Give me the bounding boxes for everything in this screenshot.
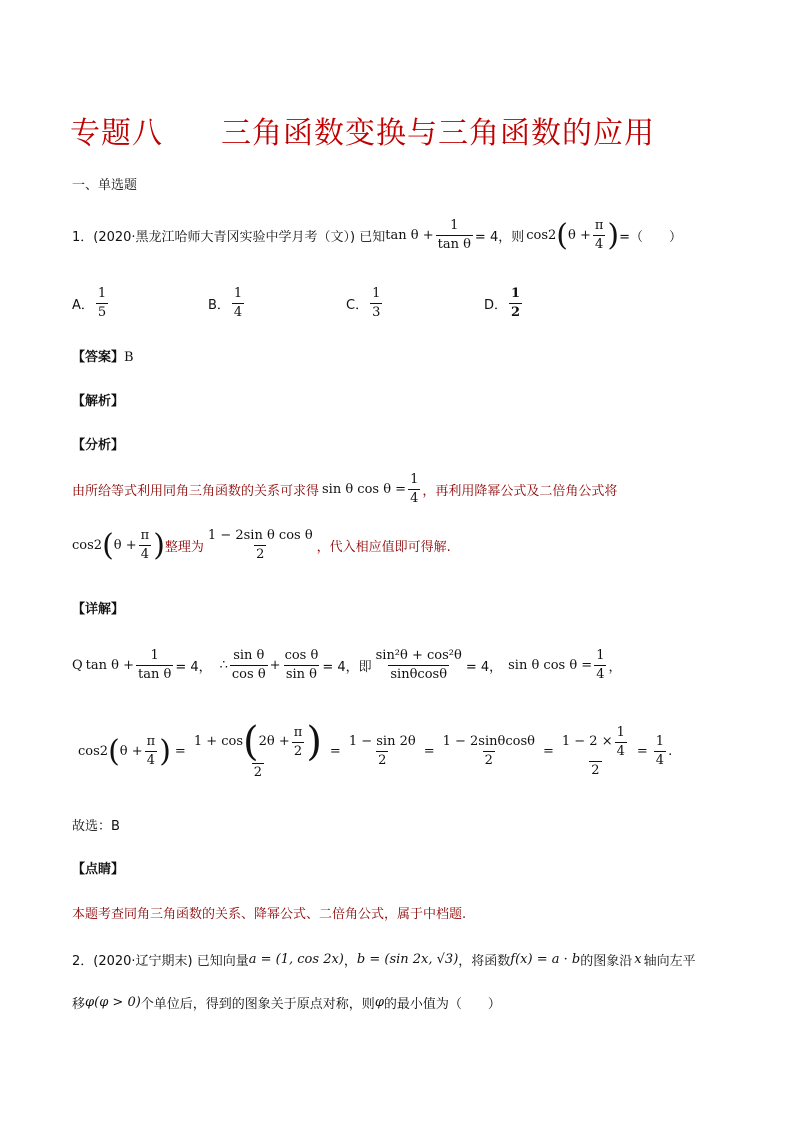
detail2-f4-q-den: 4 [616, 743, 625, 759]
detail2-f2-num: 1 − sin 2θ [348, 734, 416, 749]
option-a-label: A． [72, 298, 94, 313]
detail1-s-eq: = 4，即 [322, 660, 372, 675]
option-c[interactable] [346, 286, 384, 321]
option-c-num: 1 [372, 286, 381, 301]
detail1-p1-den: tan θ [138, 667, 172, 682]
title-topic-number: 专题八 [70, 116, 163, 151]
fenxi-line2-den: 2 [256, 547, 265, 562]
fenxi-line2-pi: π [140, 528, 150, 543]
option-d-label: D． [484, 298, 508, 313]
detail2-eq-4: = [542, 744, 554, 759]
option-c-den: 3 [372, 305, 381, 320]
detail2-eq-2: = [329, 744, 341, 759]
option-a-num: 1 [97, 286, 107, 301]
detail2-dot: . [668, 744, 673, 759]
detail2-f1-pi: π [293, 724, 303, 740]
detail2-f3-num: 1 − 2sinθcosθ [442, 734, 535, 749]
detail2-f1 [192, 719, 324, 781]
detail1-therefore: ∴ [219, 658, 228, 673]
q1-cond-fraction [436, 218, 473, 253]
fenxi-line2-pi-frac [139, 528, 152, 563]
detail2-f1-num-a: 1 + cos [193, 734, 244, 749]
detail2-res-den: 4 [655, 753, 665, 768]
detail1-s1-num: sin θ [233, 648, 265, 663]
detail1-s4-den: 4 [596, 667, 605, 682]
section-heading: 一、单选题 [72, 178, 138, 193]
detail1-p1: tan θ + [85, 658, 135, 673]
detail1-s4-num: 1 [596, 648, 605, 663]
detail1-s2-num: cos θ [284, 648, 319, 663]
question-2-line-1 [72, 950, 696, 969]
option-b[interactable] [208, 286, 246, 321]
answer-line [72, 346, 134, 365]
detail2-f4-q-num: 1 [616, 724, 625, 740]
detail2-f1-num-b: 2θ + [258, 734, 290, 749]
detail1-s1-den: cos θ [231, 667, 266, 682]
answer-tag: 【答案】 [72, 350, 125, 365]
detail2-eq-5: = [636, 744, 648, 759]
page-title [70, 108, 655, 152]
detail1-s4: sin θ cos θ = [508, 658, 593, 673]
q1-cos-sup: 2 [548, 228, 557, 243]
fenxi-line2-left-paren: ( [102, 527, 114, 563]
detail1-s3-num: sin²θ + cos²θ [375, 648, 462, 663]
fenxi-line2-arg: θ + [113, 538, 137, 553]
fenxi-line2-four: 4 [140, 547, 150, 562]
detail2-eq-3: = [423, 744, 435, 759]
detail2-f4 [560, 725, 631, 779]
option-a[interactable] [72, 286, 110, 321]
fenxi-line1-text-b: ，再利用降幂公式及二倍角公式将 [422, 484, 618, 499]
option-d-num: 1 [511, 286, 521, 301]
detail1-p1-eq: = 4， [175, 660, 212, 675]
q2-line2-c: 的最小值为（ ） [383, 997, 501, 1012]
q1-cond-lhs: tan θ + [385, 228, 434, 243]
dianjing-text: 本题考查同角三角函数的关系、降幂公式、二倍角公式，属于中档题. [72, 907, 467, 922]
q2-phi2: φ [374, 995, 384, 1010]
detail2-f1-left-paren: ( [243, 719, 259, 765]
q1-cond-frac-den: tan θ [437, 237, 471, 252]
question-2-line-2 [72, 993, 501, 1012]
fenxi-line2-cos: cos [72, 538, 94, 553]
q1-arg: θ + [568, 228, 591, 243]
q2-line1-b: ，将函数 [458, 954, 511, 969]
q2-line2-a: 移 [72, 997, 86, 1012]
detail1-s3-den: sinθcosθ [390, 667, 448, 682]
q1-cos: cos [526, 228, 548, 243]
detail1-plus: + [269, 658, 281, 673]
q1-prefix: 1．(2020·黑龙江哈师大青冈实验中学月考（文）) 已知 [72, 230, 386, 245]
xiangjie-tag: 【详解】 [72, 602, 125, 617]
detail2-f3-den: 2 [484, 753, 493, 768]
q2-line2-b: 个单位后，得到的图象关于原点对称，则 [140, 997, 375, 1012]
q1-tail: =（ ） [619, 230, 683, 245]
fenxi-line2-text-a: 整理为 [164, 540, 204, 555]
detail-line-2 [78, 719, 673, 781]
option-b-num: 1 [233, 286, 243, 301]
q1-cond-rhs: = 4，则 [474, 230, 525, 245]
q1-four: 4 [594, 237, 604, 252]
option-b-den: 4 [233, 305, 243, 320]
title-topic-name: 三角函数变换与三角函数的应用 [221, 116, 655, 151]
q2-sep: ， [343, 954, 357, 969]
detail1-s2-den: sin θ [285, 667, 318, 682]
fenxi-line1-num: 1 [410, 472, 419, 487]
q2-vec-b: b = (sin 2x, √3) [356, 952, 459, 967]
dianjing-tag: 【点睛】 [72, 862, 125, 877]
option-c-label: C． [346, 298, 369, 313]
q2-x: x [634, 952, 642, 967]
q2-vec-a: a = (1, cos 2x) [248, 952, 344, 967]
detail2-eq-1: = [174, 744, 186, 759]
q1-pi: π [594, 218, 604, 233]
fenxi-line2-num: 1 − 2sin θ cos θ [207, 528, 313, 543]
q2-phi: φ(φ > 0) [85, 995, 141, 1010]
answer-value: B [124, 350, 134, 365]
fenxi-line2-frac [206, 528, 315, 563]
q1-left-paren: ( [556, 217, 568, 253]
detail2-f4-den: 2 [591, 762, 600, 778]
option-d-den: 2 [511, 305, 521, 320]
detail2-pi: π [146, 734, 156, 749]
detail1-s3-eq: = 4， [465, 660, 503, 675]
q2-line1-a: 2．(2020·辽宁期末) 已知向量 [72, 954, 249, 969]
detail2-right-paren: ) [159, 733, 171, 769]
fenxi-line1-text-a: 由所给等式利用同角三角函数的关系可求得 [72, 484, 320, 499]
fenxi-line1-frac [408, 472, 420, 507]
q1-cond-frac-num: 1 [450, 218, 459, 233]
fenxi-line2-sup: 2 [93, 538, 103, 553]
option-a-den: 5 [97, 305, 107, 320]
fenxi-line1-math: sin θ cos θ = [322, 482, 407, 497]
q1-right-paren: ) [607, 217, 620, 253]
detail2-f2-den: 2 [378, 753, 387, 768]
choice-line: 故选：B [72, 819, 120, 834]
option-d[interactable] [484, 286, 524, 321]
detail2-sup: 2 [99, 744, 109, 759]
option-b-label: B． [208, 298, 230, 313]
detail2-arg: θ + [119, 744, 143, 759]
detail2-res-num: 1 [655, 734, 665, 749]
analysis-tag: 【解析】 [72, 394, 125, 409]
detail2-f1-two: 2 [293, 743, 303, 759]
fenxi-line2-right-paren: ) [153, 527, 165, 563]
fenxi-tag: 【分析】 [72, 438, 125, 453]
detail1-q: Q [72, 658, 83, 673]
detail1-end: ， [608, 660, 622, 675]
fenxi-line1-den: 4 [410, 491, 419, 506]
detail2-four: 4 [146, 753, 156, 768]
question-1-stem [72, 218, 682, 253]
q2-line1-d: 轴向左平 [643, 954, 696, 969]
detail2-f4-num: 1 − 2 × [561, 734, 613, 749]
detail1-p1-num: 1 [150, 648, 159, 663]
q1-pi-fraction [593, 218, 606, 253]
detail2-f1-den: 2 [253, 765, 262, 780]
fenxi-line-1 [72, 472, 617, 507]
detail2-cos: cos [78, 744, 100, 759]
detail2-left-paren: ( [108, 733, 120, 769]
detail-line-1 [72, 648, 621, 683]
detail2-f1-right-paren: ) [306, 719, 322, 765]
q2-fx: f(x) = a · b [510, 952, 581, 967]
fenxi-line2-text-b: ，代入相应值即可得解. [316, 540, 451, 555]
q2-line1-c: 的图象沿 [580, 954, 633, 969]
fenxi-line-2 [72, 528, 451, 563]
